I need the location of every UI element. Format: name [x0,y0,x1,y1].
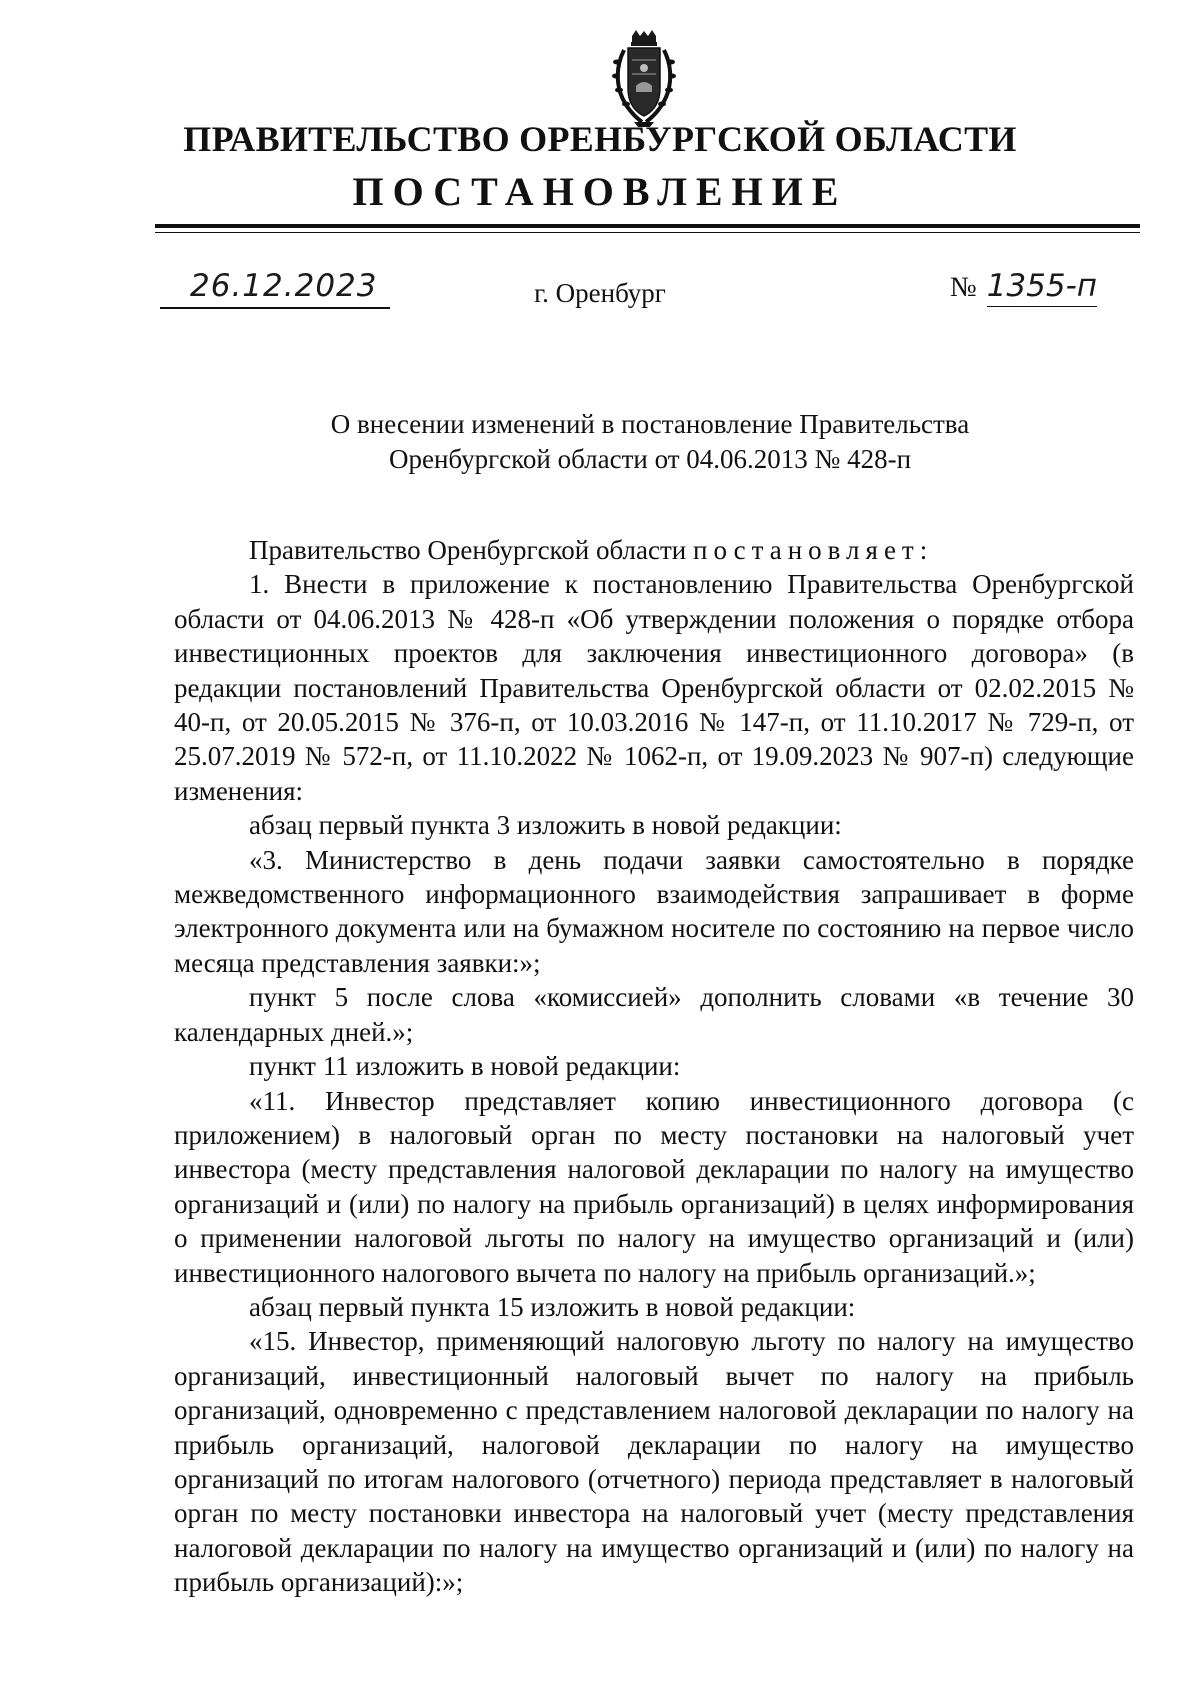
document-subject [240,407,1060,477]
body-paragraph: пункт 11 изложить в новой редакции: [249,1051,681,1082]
intro-prefix: Правительство Оренбургской области [249,535,693,565]
body-paragraph: пункт 5 после слова «комиссией» дополнить словами «в течение 30 календарных дней.»; [174,982,1134,1047]
number-sign: № [950,272,977,303]
body-paragraph: «15. Инвестор, применяющий налоговую льготу по налогу на имущество организаций, инвестиционный налоговый вычет по налогу на прибыль организаций, одновременно с представлением налоговой декларации по налогу на прибыль организаций, налоговой декларации по налогу на имущество организаций по итогам налогового (отчетного) периода представляет в налоговый орган по месту постановки инвестора на налоговый учет (месту представления налоговой декларации по налогу на имущество организаций и (или) по налогу на прибыль организаций):»; [174,1326,1134,1598]
document-city: г. Оренбург [534,278,666,308]
document-number [950,268,1097,304]
number-value: 1355-п [987,268,1097,307]
body-paragraph: абзац первый пункта 15 изложить в новой редакции: [249,1291,856,1322]
body-paragraph: абзац первый пункта 3 изложить в новой редакции: [249,810,842,841]
body-paragraph: «11. Инвестор представляет копию инвестиционного договора (с приложением) в налоговый орган по месту постановки на налоговый учет инвестора (месту представления налоговой декларации по налогу на имущество организаций и (или) по налогу на прибыль организаций) в целях информирования о применении налоговой льготы по налогу на имущество организаций и (или) инвестиционного налогового вычета по налогу на прибыль организаций.»; [174,1085,1134,1288]
intro-paragraph [174,533,1134,567]
body-paragraph: 1. Внести в приложение к постановлению Правительства Оренбургской области от 04.06.2013 № 428-п «Об утверждении положения о порядке отбора инвестиционных проектов для заключения инвестиционного договора» (в редакции постановлений Правительства Оренбургской области от 02.02.2015 № 40-п, от 20.05.2015 № 376-п, от 10.03.2016 № 147-п, от 11.10.2017 № 729-п, от 25.07.2019 № 572-п, от 11.10.2022 № 1062-п, от 19.09.2023 № 907-п) следующие изменения: [174,569,1134,806]
header-divider-thick [155,224,1140,228]
body-paragraph: «3. Министерство в день подачи заявки самостоятельно в порядке межведомственного информационного взаимодействия запрашивает в форме электронного документа или на бумажном носителе по состоянию на первое число месяца представления заявки:»; [174,844,1134,978]
intro-spaced-verb: постановляет: [693,535,934,565]
organization-title: ПРАВИТЕЛЬСТВО ОРЕНБУРГСКОЙ ОБЛАСТИ [183,119,1017,159]
header-divider-thin [155,232,1140,233]
subject-line-2: Оренбургской области от 04.06.2013 № 428-п [388,444,912,474]
coat-of-arms-icon [604,30,684,128]
subject-line-1: О внесении изменений в постановление Правительства [330,409,970,439]
document-date: 26.12.2023 [190,268,378,304]
document-body [174,533,1134,1600]
document-type: ПОСТАНОВЛЕНИЕ [352,169,848,214]
